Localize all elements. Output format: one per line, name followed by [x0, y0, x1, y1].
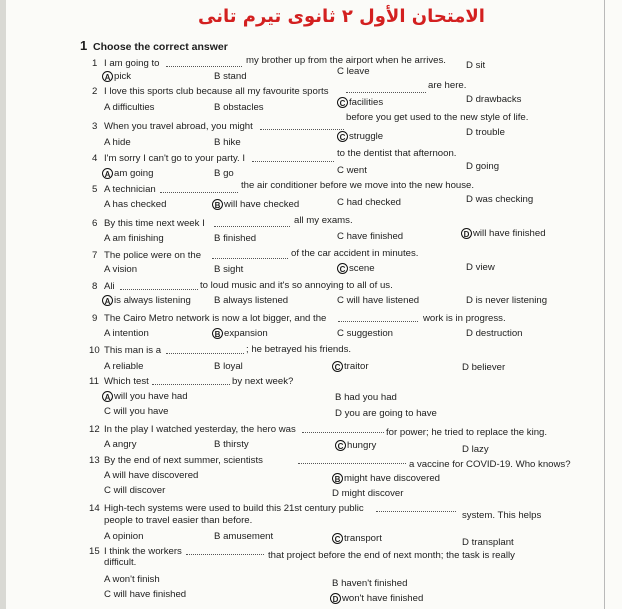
q1-blank [166, 66, 242, 67]
q15-answer-circle: D [330, 593, 341, 604]
q14-number: 14 [89, 503, 100, 514]
q7-stem-end: of the car accident in minutes. [291, 248, 419, 259]
q13-number: 13 [89, 455, 100, 466]
q9-option-c[interactable]: C suggestion [337, 328, 393, 339]
page-edge [604, 0, 605, 609]
q1-option-b[interactable]: B stand [214, 71, 247, 82]
q6-blank [214, 226, 290, 227]
q1-option-a[interactable]: pick [114, 71, 132, 82]
q1-answer-circle: A [102, 71, 113, 82]
q15-stem-start: I think the workers [104, 546, 182, 557]
q15-number: 15 [89, 546, 100, 557]
q3-answer-circle: C [337, 131, 348, 142]
q2-option-b[interactable]: B obstacles [214, 102, 264, 113]
q2-option-a[interactable]: A difficulties [104, 102, 155, 113]
q5-number: 5 [92, 184, 98, 195]
q8-option-a[interactable]: is always listening [114, 295, 191, 306]
q13-option-b[interactable]: might have discovered [344, 473, 440, 484]
q5-option-c[interactable]: C had checked [337, 197, 401, 208]
q14-answer-circle: C [332, 533, 343, 544]
q10-answer-circle: C [332, 361, 343, 372]
q5-option-d[interactable]: D was checking [466, 194, 534, 205]
q4-number: 4 [92, 153, 98, 164]
q12-stem-start: In the play I watched yesterday, the hero was [104, 424, 296, 435]
q11-answer-circle: A [102, 391, 113, 402]
q14-option-c[interactable]: transport [344, 533, 382, 544]
q14-stem-start: High-tech systems were used to build this 21st century public [104, 503, 364, 514]
q2-stem-end: are here. [428, 80, 467, 91]
q7-blank [212, 258, 288, 259]
page-title: الامتحان الأول ٢ ثانوى تيرم تانى [198, 6, 485, 27]
q13-answer-circle: B [332, 473, 343, 484]
q6-option-d[interactable]: will have finished [473, 228, 546, 239]
q14-stem-continued: people to travel easier than before. [104, 515, 253, 526]
q14-option-a[interactable]: A opinion [104, 531, 144, 542]
q4-option-b[interactable]: B go [214, 168, 234, 179]
q11-stem-end: by next week? [232, 376, 294, 387]
section-heading: Choose the correct answer [93, 41, 228, 53]
q9-option-d[interactable]: D destruction [466, 328, 523, 339]
q8-stem-end: to loud music and it's so annoying to all of us. [200, 280, 393, 291]
q5-option-b[interactable]: will have checked [224, 199, 300, 210]
q4-option-c[interactable]: C went [337, 165, 367, 176]
q12-option-a[interactable]: A angry [104, 439, 137, 450]
q8-blank [120, 289, 198, 290]
section-number: 1 [80, 38, 88, 53]
q3-blank [260, 129, 344, 130]
q8-option-c[interactable]: C will have listened [337, 295, 420, 306]
q12-option-c[interactable]: hungry [347, 440, 377, 451]
q3-stem-end: before you get used to the new style of life. [346, 112, 529, 123]
q5-stem-end: the air conditioner before we move into the new house. [241, 180, 475, 191]
q7-option-c[interactable]: scene [349, 263, 375, 274]
q8-stem-start: Ali [104, 281, 115, 292]
q9-stem-start: The Cairo Metro network is now a lot bigger, and the [104, 313, 327, 324]
q6-answer-circle: D [461, 228, 472, 239]
q8-option-b[interactable]: B always listened [214, 295, 289, 306]
q4-option-a[interactable]: am going [114, 168, 154, 179]
q7-option-d[interactable]: D view [466, 262, 495, 273]
q9-stem-end: work is in progress. [423, 313, 506, 324]
q9-answer-circle: B [212, 328, 223, 339]
q11-option-d[interactable]: D you are going to have [335, 408, 437, 419]
q3-option-d[interactable]: D trouble [466, 127, 505, 138]
q10-number: 10 [89, 345, 100, 356]
q9-option-a[interactable]: A intention [104, 328, 149, 339]
q10-option-b[interactable]: B loyal [214, 361, 243, 372]
q1-stem-start: I am going to [104, 58, 160, 69]
q10-option-c[interactable]: traitor [344, 361, 369, 372]
q12-answer-circle: C [335, 440, 346, 451]
q7-option-a[interactable]: A vision [104, 264, 138, 275]
q2-number: 2 [92, 86, 98, 97]
q9-number: 9 [92, 313, 98, 324]
q6-number: 6 [92, 218, 98, 229]
q4-option-d[interactable]: D going [466, 161, 500, 172]
q7-answer-circle: C [337, 263, 348, 274]
q12-option-b[interactable]: B thirsty [214, 439, 249, 450]
q11-option-c[interactable]: C will you have [104, 406, 169, 417]
q12-blank [302, 432, 384, 433]
q12-stem-end: for power; he tried to replace the king. [386, 427, 548, 438]
q9-option-b[interactable]: expansion [224, 328, 268, 339]
q2-option-d[interactable]: D drawbacks [466, 94, 522, 105]
q7-number: 7 [92, 250, 98, 261]
q14-stem-end: system. This helps [462, 510, 542, 521]
q13-blank [298, 463, 406, 464]
q11-number: 11 [89, 376, 99, 387]
q11-option-a[interactable]: will you have had [114, 391, 188, 402]
q13-stem-start: By the end of next summer, scientists [104, 455, 263, 466]
q4-blank [252, 161, 334, 162]
q3-number: 3 [92, 121, 98, 132]
q13-option-a[interactable]: A will have discovered [104, 470, 199, 481]
q5-option-a[interactable]: A has checked [104, 199, 167, 210]
q1-stem-end: my brother up from the airport when he arrives. [246, 55, 446, 66]
q10-stem-start: This man is a [104, 345, 162, 356]
q1-number: 1 [92, 58, 98, 69]
q1-option-c[interactable]: C leave [337, 66, 370, 77]
q5-blank [160, 192, 238, 193]
q3-option-a[interactable]: A hide [104, 137, 131, 148]
q12-number: 12 [89, 424, 100, 435]
q2-option-c[interactable]: facilities [349, 97, 384, 108]
q6-stem-start: By this time next week I [104, 218, 205, 229]
q6-stem-end: all my exams. [294, 215, 353, 226]
q15-stem-continued: difficult. [104, 557, 137, 568]
q10-stem-end: ; he betrayed his friends. [246, 344, 352, 355]
q10-option-d[interactable]: D believer [462, 362, 506, 373]
q15-option-d[interactable]: won't have finished [342, 593, 424, 604]
q15-option-b[interactable]: B haven't finished [332, 578, 408, 589]
q15-blank [186, 554, 264, 555]
q6-option-b[interactable]: B finished [214, 233, 257, 244]
q2-answer-circle: C [337, 97, 348, 108]
q15-stem-end: that project before the end of next month; the task is really [268, 550, 515, 561]
q2-stem-start: I love this sports club because all my favourite sports [104, 86, 329, 97]
q12-option-d[interactable]: D lazy [462, 444, 489, 455]
q4-stem-end: to the dentist that afternoon. [337, 148, 457, 159]
q1-option-d[interactable]: D sit [466, 60, 486, 71]
q10-blank [166, 353, 244, 354]
q8-answer-circle: A [102, 295, 113, 306]
q6-option-a[interactable]: A am finishing [104, 233, 164, 244]
q4-answer-circle: A [102, 168, 113, 179]
q11-option-b[interactable]: B had you had [335, 392, 397, 403]
q14-option-d[interactable]: D transplant [462, 537, 514, 548]
page-spine [0, 0, 6, 609]
q11-blank [152, 384, 230, 385]
q6-option-c[interactable]: C have finished [337, 231, 404, 242]
q3-option-c[interactable]: struggle [349, 131, 384, 142]
q9-blank [338, 321, 418, 322]
q14-blank [376, 511, 456, 512]
q5-answer-circle: B [212, 199, 223, 210]
q11-stem-start: Which test [104, 376, 149, 387]
q2-blank [346, 92, 426, 93]
q15-option-a[interactable]: A won't finish [104, 574, 160, 585]
q4-stem-start: I'm sorry I can't go to your party. I [104, 153, 246, 164]
q7-option-b[interactable]: B sight [214, 264, 244, 275]
q7-stem-start: The police were on the [104, 250, 202, 261]
q14-option-b[interactable]: B amusement [214, 531, 274, 542]
q10-option-a[interactable]: A reliable [104, 361, 144, 372]
q3-option-b[interactable]: B hike [214, 137, 241, 148]
q13-stem-end: a vaccine for COVID-19. Who knows? [409, 459, 571, 470]
q5-stem-start: A technician [104, 184, 156, 195]
q13-option-d[interactable]: D might discover [332, 488, 404, 499]
q8-option-d[interactable]: D is never listening [466, 295, 548, 306]
q15-option-c[interactable]: C will have finished [104, 589, 187, 600]
q13-option-c[interactable]: C will discover [104, 485, 166, 496]
q8-number: 8 [92, 281, 98, 292]
q3-stem-start: When you travel abroad, you might [104, 121, 253, 132]
